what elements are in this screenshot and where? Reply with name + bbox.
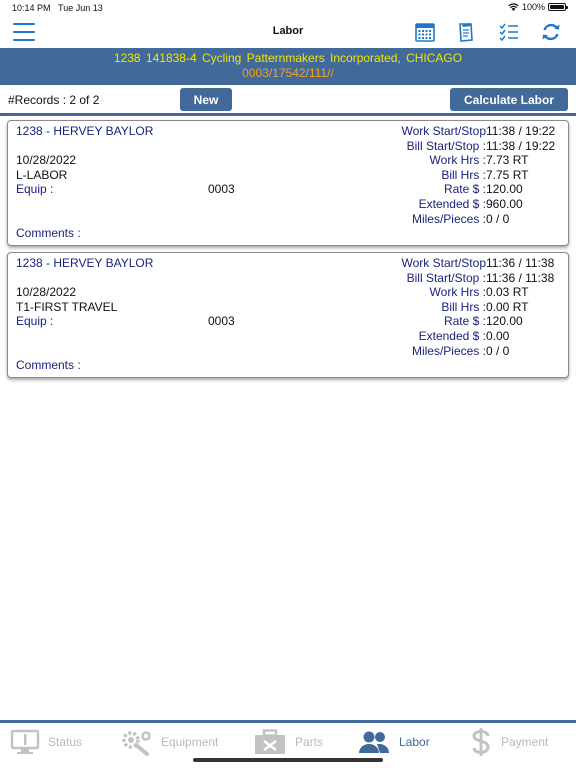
work-hrs-value: 7.73 RT xyxy=(486,153,529,168)
wifi-icon xyxy=(508,3,519,11)
equip-value: 0003 xyxy=(208,182,235,196)
checklist-icon[interactable] xyxy=(498,21,520,43)
work-start-stop-label: Work Start/Stop xyxy=(401,124,486,138)
work-hrs-label: Work Hrs : xyxy=(429,285,486,300)
work-hrs-label: Work Hrs : xyxy=(429,153,486,168)
record-count: #Records : 2 of 2 xyxy=(8,93,100,107)
tab-parts[interactable] xyxy=(253,727,323,757)
monitor-icon xyxy=(10,729,40,755)
extended-value: 0.00 xyxy=(486,328,510,343)
bill-hrs-label: Bill Hrs : xyxy=(441,299,486,314)
technician-name: 1238 - HERVEY BAYLOR xyxy=(16,124,154,138)
miles-pieces-value: 0 / 0 xyxy=(486,343,510,358)
miles-pieces-value: 0 / 0 xyxy=(486,211,510,226)
equip-value: 0003 xyxy=(208,314,235,328)
gears-icon xyxy=(119,728,153,756)
battery-percent: 100% xyxy=(521,2,545,12)
rate-value: 120.00 xyxy=(486,314,523,329)
job-info: 1238 141838-4 Cycling Patternmakers Incorporated, CHICAGO xyxy=(113,51,463,65)
record-fields xyxy=(390,256,560,358)
labor-type: T1-FIRST TRAVEL xyxy=(16,300,118,314)
record-fields xyxy=(390,124,560,226)
home-indicator[interactable] xyxy=(193,758,383,762)
records-toolbar xyxy=(0,87,576,113)
labor-type: L-LABOR xyxy=(16,168,68,182)
technician-name: 1238 - HERVEY BAYLOR xyxy=(16,256,154,270)
work-start-stop-value: 11:36 / 11:38 xyxy=(486,256,555,270)
rate-label: Rate $ : xyxy=(443,182,486,197)
calculate-labor-button[interactable]: Calculate Labor xyxy=(450,88,568,111)
comments-label: Comments : xyxy=(16,226,81,240)
tab-labor[interactable] xyxy=(357,727,430,757)
extended-label: Extended $ : xyxy=(418,196,486,211)
record-date: 10/28/2022 xyxy=(16,285,77,299)
tab-label: Payment xyxy=(501,735,549,749)
bill-start-stop-value: 11:36 / 11:38 xyxy=(486,270,555,285)
bill-start-stop-value: 11:38 / 19:22 xyxy=(486,138,556,153)
bill-start-stop-label: Bill Start/Stop : xyxy=(406,270,486,285)
equip-label: Equip : xyxy=(16,314,54,328)
job-path: 0003/17542/111// xyxy=(242,66,334,80)
labor-record-card[interactable] xyxy=(7,120,569,246)
rate-label: Rate $ : xyxy=(443,314,486,329)
miles-pieces-label: Miles/Pieces : xyxy=(411,343,486,358)
comments-label: Comments : xyxy=(16,358,81,372)
dollar-icon xyxy=(469,727,493,757)
bill-start-stop-label: Bill Start/Stop : xyxy=(406,138,486,153)
equip-label: Equip : xyxy=(16,182,54,196)
new-button[interactable]: New xyxy=(180,88,232,111)
tab-label: Status xyxy=(48,735,83,749)
extended-label: Extended $ : xyxy=(418,328,486,343)
nav-bar xyxy=(0,16,576,48)
battery-icon xyxy=(548,3,566,11)
record-date: 10/28/2022 xyxy=(16,153,77,167)
status-bar xyxy=(0,0,576,16)
page-title: Labor xyxy=(272,25,304,37)
tab-equipment[interactable] xyxy=(119,727,218,757)
tab-status[interactable] xyxy=(10,727,82,757)
notepad-icon[interactable] xyxy=(455,21,477,43)
miles-pieces-label: Miles/Pieces : xyxy=(411,211,486,226)
bill-hrs-label: Bill Hrs : xyxy=(441,167,486,182)
bill-hrs-value: 0.00 RT xyxy=(486,299,529,314)
work-start-stop-label: Work Start/Stop xyxy=(401,256,486,270)
refresh-icon[interactable] xyxy=(540,21,562,43)
people-icon xyxy=(357,730,391,754)
extended-value: 960.00 xyxy=(486,196,523,211)
tab-label: Labor xyxy=(399,735,430,749)
job-banner xyxy=(0,48,576,85)
status-time: 10:14 PM Tue Jun 13 xyxy=(12,3,103,13)
tab-payment[interactable] xyxy=(469,727,548,757)
calendar-icon[interactable] xyxy=(414,21,436,43)
toolbox-icon xyxy=(253,729,287,755)
labor-record-card[interactable] xyxy=(7,252,569,378)
toolbar-divider xyxy=(0,113,576,116)
rate-value: 120.00 xyxy=(486,182,523,197)
status-right xyxy=(508,2,566,12)
tab-label: Equipment xyxy=(161,735,219,749)
work-start-stop-value: 11:38 / 19:22 xyxy=(486,124,556,138)
bill-hrs-value: 7.75 RT xyxy=(486,167,529,182)
tab-label: Parts xyxy=(295,735,324,749)
work-hrs-value: 0.03 RT xyxy=(486,285,529,300)
